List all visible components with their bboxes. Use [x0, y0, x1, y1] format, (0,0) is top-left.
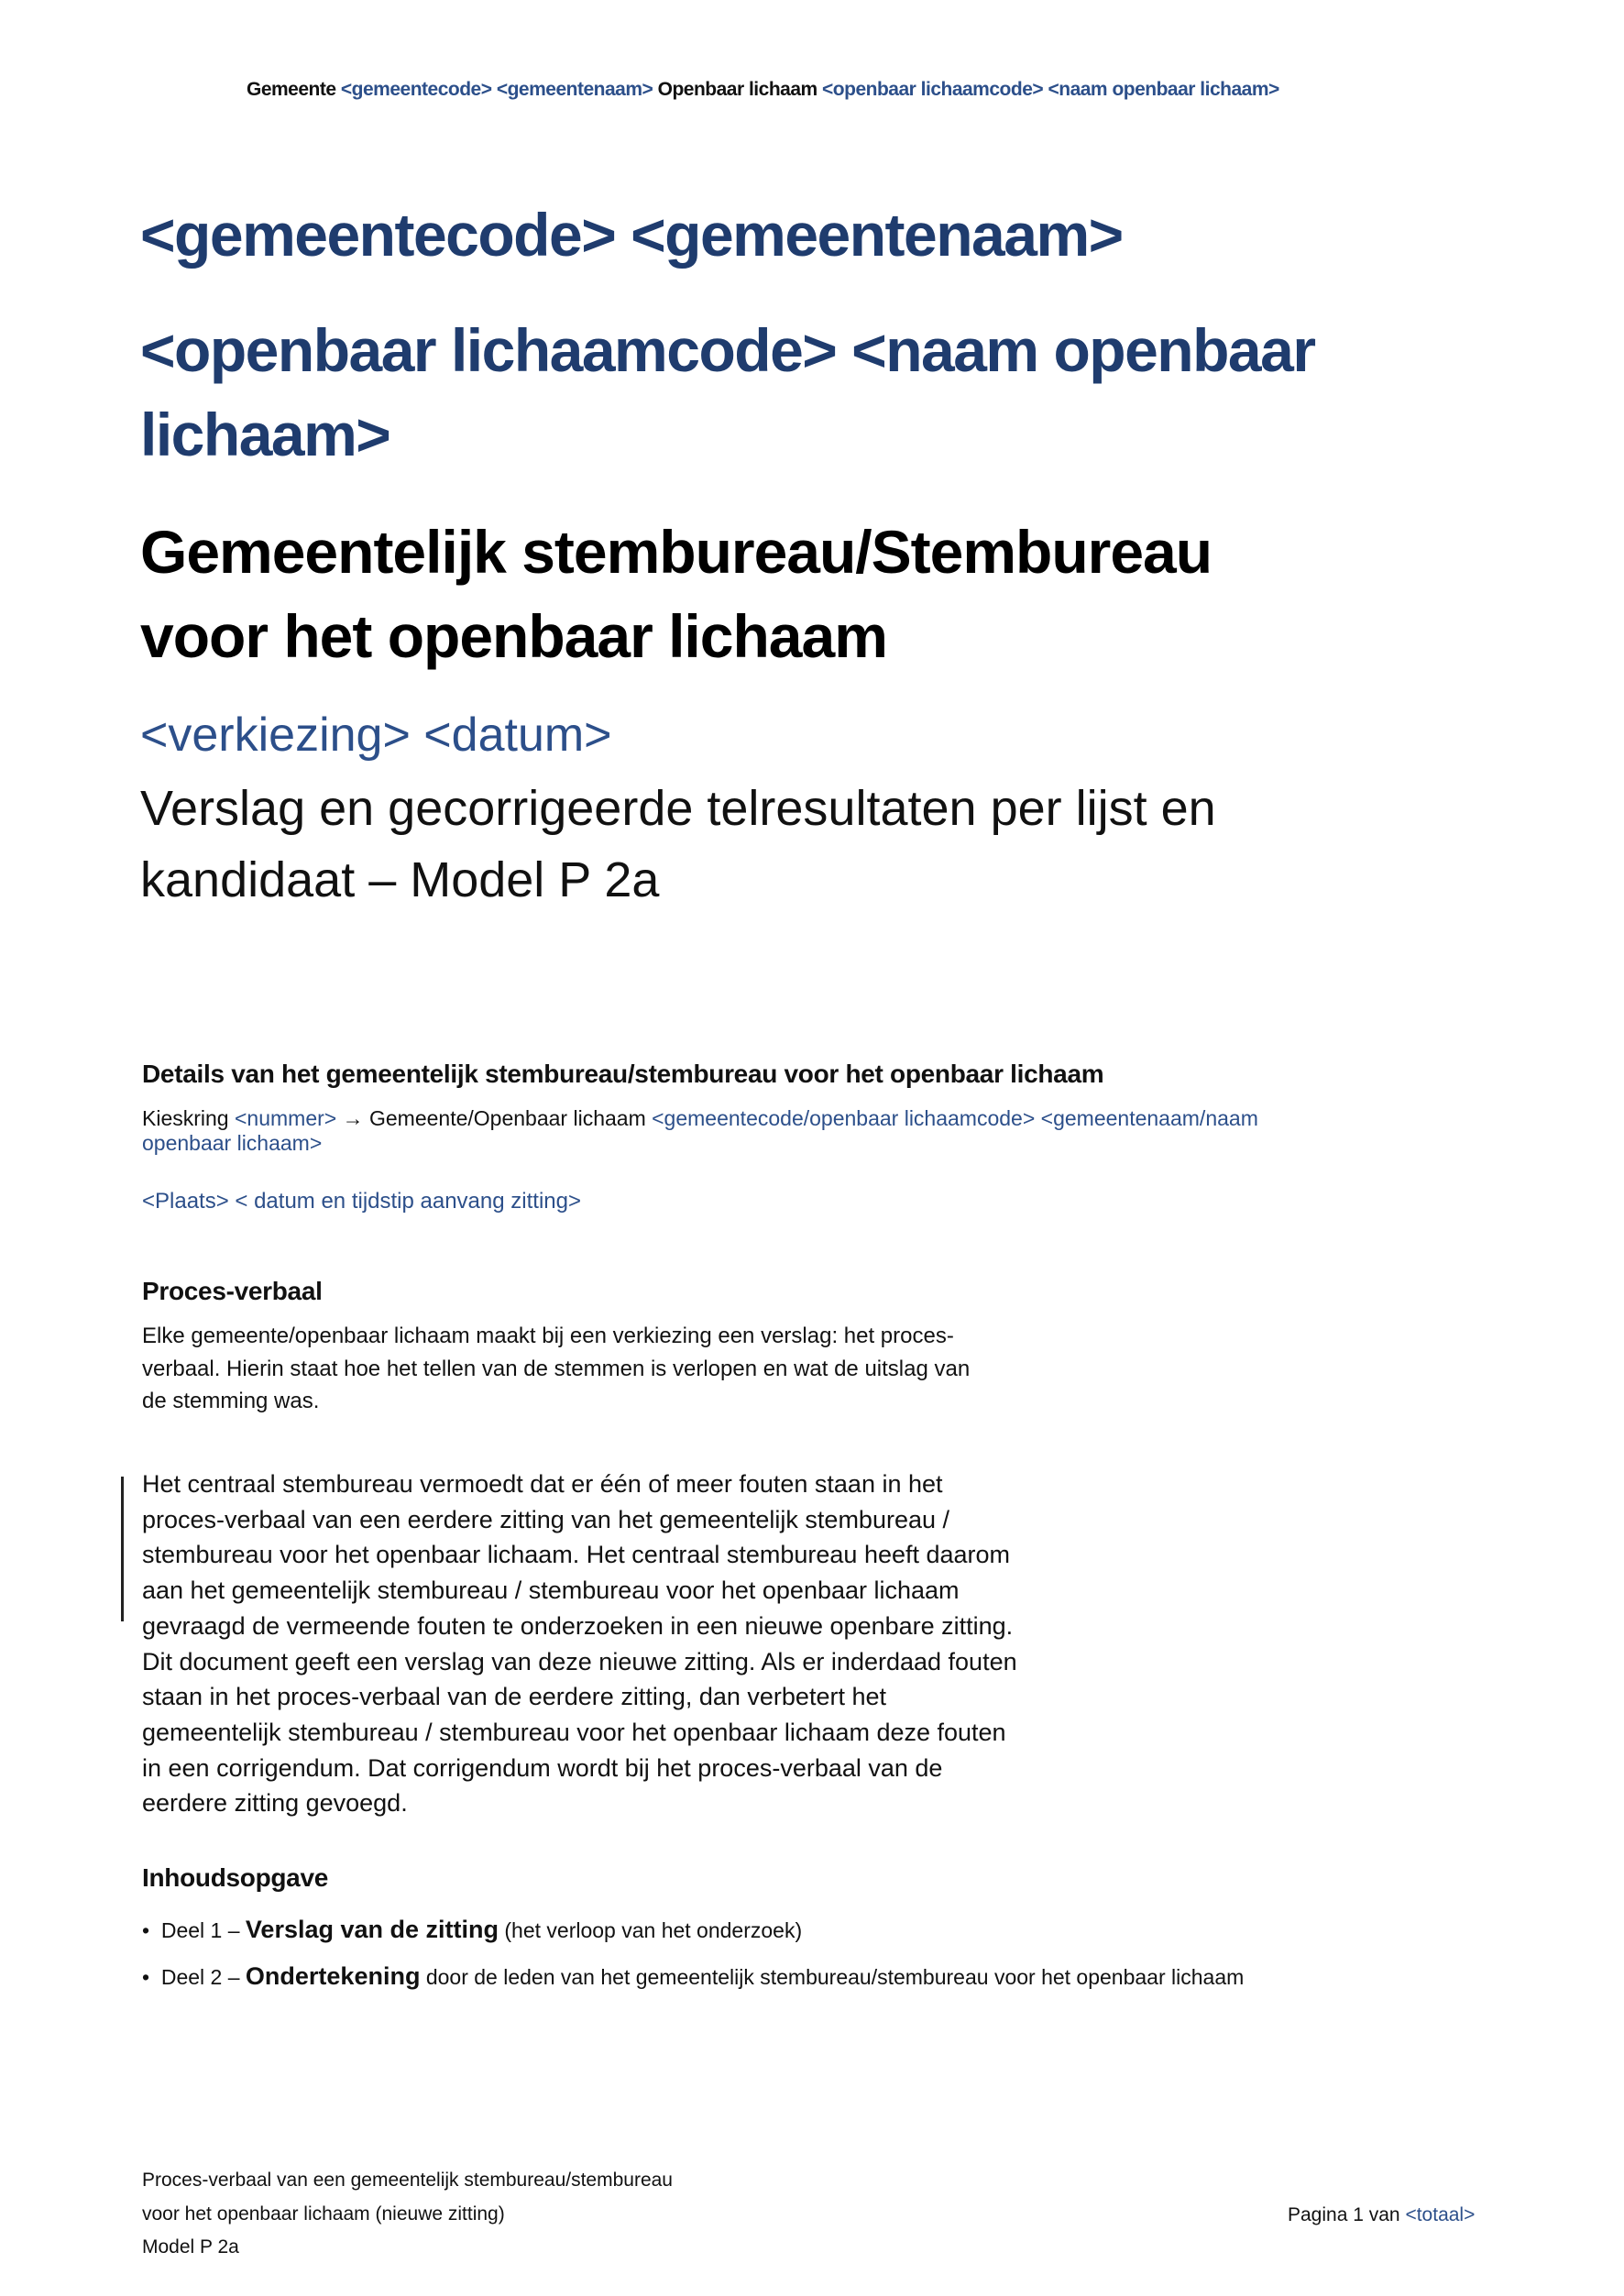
title-openbaar-line2: lichaam> — [140, 401, 390, 468]
page-number — [1288, 2204, 1475, 2226]
body-paragraph — [142, 1467, 1017, 1821]
body-line: staan in het proces-verbaal van de eerdere zitting, dan verbetert het — [142, 1683, 886, 1711]
subtitle-line1: Verslag en gecorrigeerde telresultaten per lijst en — [140, 781, 1216, 836]
main-title-line1: Gemeentelijk stembureau/Stembureau — [140, 518, 1213, 586]
subtitle-line2: kandidaat – Model P 2a — [140, 852, 660, 907]
header-gemeentenaam: <gemeentenaam> — [496, 79, 653, 100]
header-openbaar-label: Openbaar lichaam — [657, 79, 817, 100]
intro-line: verbaal. Hierin staat hoe het tellen van de stemmen is verlopen en wat de uitslag van — [142, 1356, 971, 1381]
gemeente-label: Gemeente/Openbaar lichaam — [369, 1106, 646, 1130]
intro-paragraph — [142, 1320, 970, 1418]
footer-line: voor het openbaar lichaam (nieuwe zitting) — [142, 2203, 505, 2225]
place-date: <Plaats> < datum en tijdstip aanvang zitting> — [142, 1189, 581, 1214]
toc-prefix: Deel 2 – — [160, 1965, 240, 1989]
page-total: <totaal> — [1405, 2204, 1476, 2225]
body-line: Het centraal stembureau vermoedt dat er één of meer fouten staan in het — [142, 1470, 943, 1498]
bullet-icon: • — [142, 1918, 156, 1942]
arrow-icon: → — [342, 1106, 364, 1130]
kieskring-label: Kieskring — [142, 1106, 229, 1130]
gemeente-value-cont: openbaar lichaam> — [142, 1131, 323, 1155]
proces-verbaal-heading: Proces-verbaal — [142, 1277, 323, 1305]
toc-title: Ondertekening — [245, 1962, 421, 1990]
toc-heading: Inhoudsopgave — [142, 1863, 328, 1892]
body-line: in een corrigendum. Dat corrigendum wordt bij het proces-verbaal van de — [142, 1753, 943, 1782]
body-line: aan het gemeentelijk stembureau / stembureau voor het openbaar lichaam — [142, 1576, 960, 1605]
kieskring-value: <nummer> — [235, 1106, 337, 1130]
toc-item-2[interactable] — [142, 1962, 1244, 1991]
intro-line: de stemming was. — [142, 1389, 320, 1413]
toc-item-1[interactable] — [142, 1916, 802, 1944]
header-openbaar-naam: <naam openbaar lichaam> — [1048, 79, 1279, 100]
intro-line: Elke gemeente/openbaar lichaam maakt bij een verkiezing een verslag: het proces- — [142, 1324, 954, 1348]
body-line: proces-verbaal van een eerdere zitting van het gemeentelijk stembureau / — [142, 1505, 950, 1533]
title-openbaar-line1: <openbaar lichaamcode> <naam openbaar — [140, 316, 1315, 384]
header-gemeente-label: Gemeente — [247, 79, 336, 100]
body-line: gevraagd de vermeende fouten te onderzoeken in een nieuwe openbare zitting. — [142, 1611, 1014, 1640]
page-label: Pagina 1 van — [1288, 2204, 1400, 2225]
footer-description — [142, 2164, 673, 2265]
kieskring-line — [142, 1106, 1258, 1131]
toc-desc: door de leden van het gemeentelijk stembureau/stembureau voor het openbaar lichaam — [425, 1965, 1245, 1989]
toc-desc: (het verloop van het onderzoek) — [504, 1918, 803, 1942]
header-openbaar-code: <openbaar lichaamcode> — [822, 79, 1044, 100]
change-bar — [121, 1477, 124, 1621]
gemeente-value: <gemeentecode/openbaar lichaamcode> <gemeentenaam/naam — [652, 1106, 1258, 1130]
details-heading: Details van het gemeentelijk stembureau/stembureau voor het openbaar lichaam — [142, 1060, 1104, 1088]
body-line: stembureau voor het openbaar lichaam. Het centraal stembureau heeft daarom — [142, 1541, 1011, 1569]
election-date: <verkiezing> <datum> — [140, 709, 612, 762]
header-gemeentecode: <gemeentecode> — [340, 79, 492, 100]
toc-title: Verslag van de zitting — [245, 1916, 499, 1943]
page-header — [247, 79, 1279, 101]
footer-line: Proces-verbaal van een gemeentelijk stembureau/stembureau — [142, 2170, 673, 2191]
toc-prefix: Deel 1 – — [160, 1918, 240, 1942]
body-line: eerdere zitting gevoegd. — [142, 1789, 408, 1818]
title-gemeente: <gemeentecode> <gemeentenaam> — [140, 201, 1123, 269]
bullet-icon: • — [142, 1965, 156, 1989]
body-line: Dit document geeft een verslag van deze nieuwe zitting. Als er inderdaad fouten — [142, 1647, 1017, 1675]
main-title-line2: voor het openbaar lichaam — [140, 602, 887, 670]
body-line: gemeentelijk stembureau / stembureau voor het openbaar lichaam deze fouten — [142, 1718, 1006, 1746]
footer-line: Model P 2a — [142, 2236, 239, 2258]
